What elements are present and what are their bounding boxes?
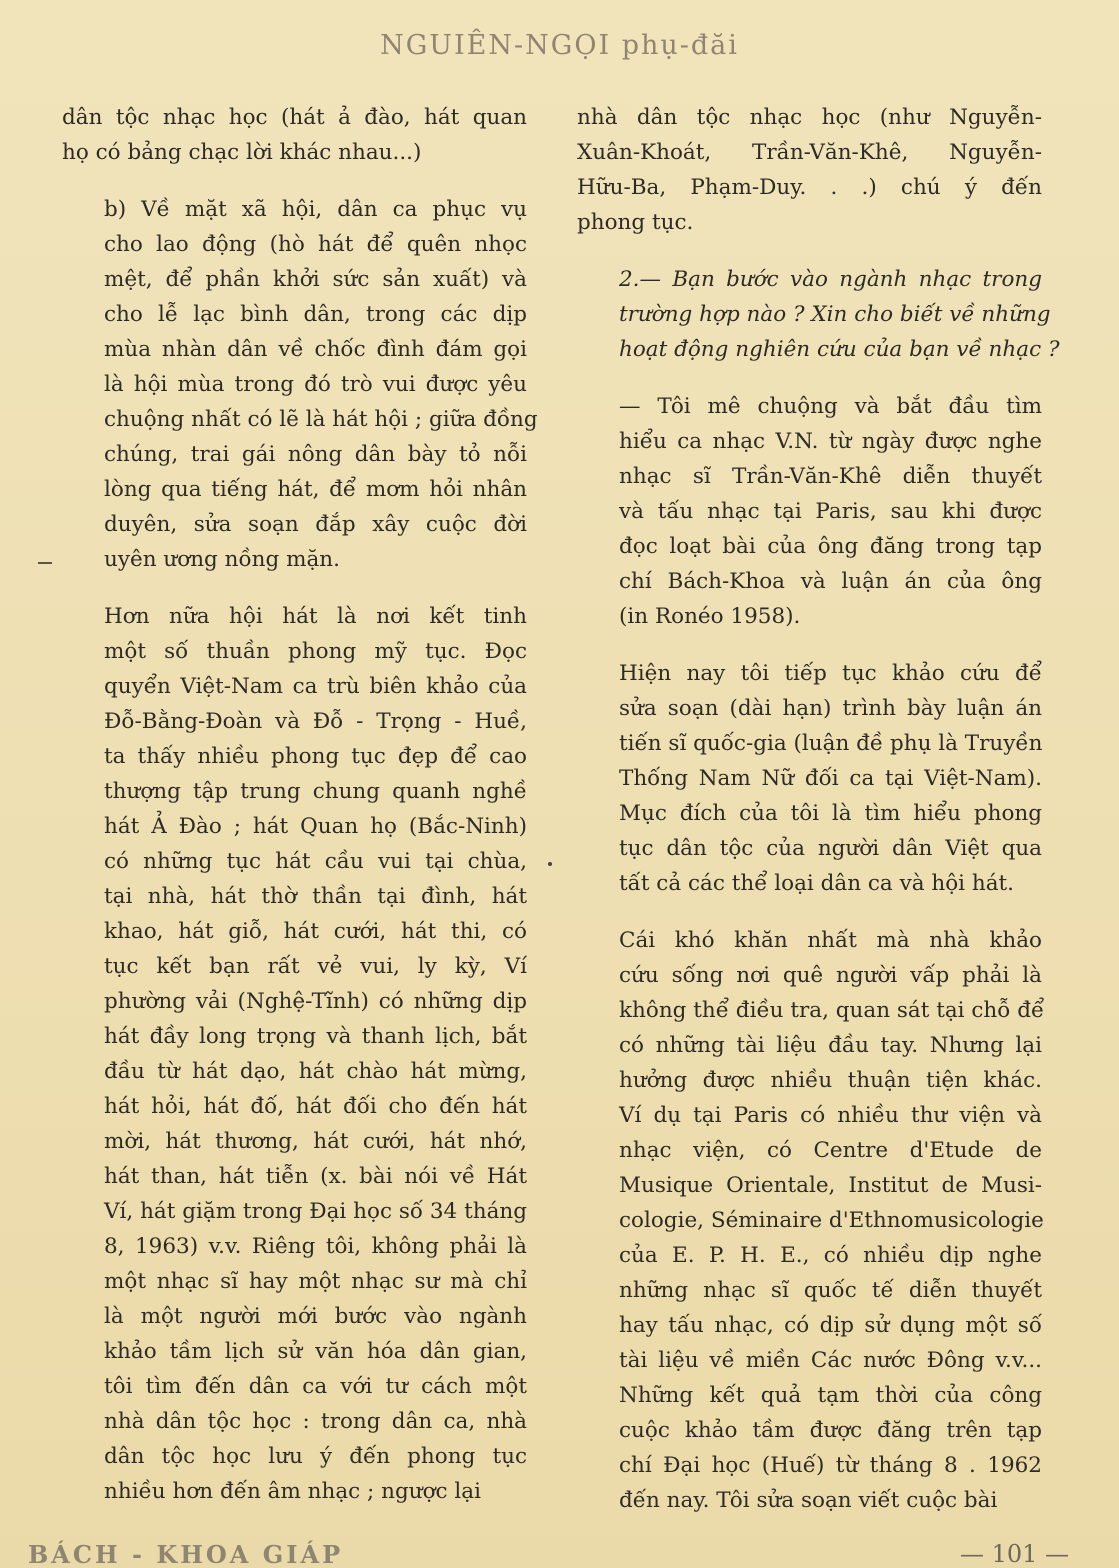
text-line: quyển Việt-Nam ca trù biên khảo của <box>104 674 527 699</box>
text-line: 2.— Bạn bước vào ngành nhạc trong <box>619 267 1042 292</box>
text-line: có những tài liệu đầu tay. Nhưng lại <box>619 1033 1042 1058</box>
text-line: nhạc viện, có Centre d'Etude de <box>619 1138 1042 1163</box>
text-line: ta thấy nhiều phong tục đẹp để cao <box>104 744 527 769</box>
text-line: Cái khó khăn nhất mà nhà khảo <box>619 928 1042 953</box>
text-line: cho lao động (hò hát để quên nhọc <box>104 232 527 257</box>
text-line: Ví, hát giặm trong Đại học số 34 tháng <box>104 1199 527 1224</box>
right-paragraph-4 <box>577 923 1045 1518</box>
text-line: phong tục. <box>577 210 694 235</box>
text-line: là một người mới bước vào ngành <box>104 1304 527 1329</box>
left-column <box>62 100 538 1519</box>
text-line: tài liệu về miền Các nước Đông v.v... <box>619 1348 1042 1373</box>
text-line: khảo tầm lịch sử văn hóa dân gian, <box>104 1339 527 1364</box>
text-line: dân tộc học lưu ý đến phong tục <box>104 1444 527 1469</box>
text-line: hưởng được nhiều thuận tiện khác. <box>619 1068 1042 1093</box>
text-line: uyên ương nồng mặn. <box>104 547 340 572</box>
text-line: Musique Orientale, Institut de Musi- <box>619 1173 1042 1198</box>
text-line: Đỗ-Bằng-Đoàn và Đỗ - Trọng - Huề, <box>104 709 527 734</box>
text-line: tại nhà, hát thờ thần tại đình, hát <box>104 884 527 909</box>
text-line: nhà dân tộc nhạc học (như Nguyễn- <box>577 105 1042 130</box>
text-line: họ có bảng chạc lời khác nhau...) <box>62 140 422 165</box>
text-line: phường vải (Nghệ-Tĩnh) có những dịp <box>104 989 527 1014</box>
right-paragraph-3 <box>577 656 1042 901</box>
text-line: — Tôi mê chuộng và bắt đầu tìm <box>619 394 1042 419</box>
text-line: nhà dân tộc học : trong dân ca, nhà <box>104 1409 527 1434</box>
text-line: sửa soạn (dài hạn) trình bày luận án <box>619 696 1042 721</box>
running-header: NGUIÊN-NGỌI phụ-đăi <box>380 30 739 61</box>
text-line: nhạc sĩ Trần-Văn-Khê diễn thuyết <box>619 464 1042 489</box>
text-line: hoạt động nghiên cứu của bạn về nhạc ? <box>619 337 1060 362</box>
left-paragraph-1 <box>62 100 527 170</box>
column-divider-dot <box>548 862 552 866</box>
text-line: Hữu-Ba, Phạm-Duy. . .) chú ý đến <box>577 175 1042 200</box>
text-line: đọc loạt bài của ông đăng trong tạp <box>619 534 1042 559</box>
text-line: cho lễ lạc bình dân, trong các dịp <box>104 302 527 327</box>
text-line: b) Về mặt xã hội, dân ca phục vụ <box>104 197 527 222</box>
text-line: khao, hát giỗ, hát cưới, hát thi, có <box>104 919 527 944</box>
text-line: mệt, để phần khởi sức sản xuất) và <box>104 267 527 292</box>
text-line: một số thuần phong mỹ tục. Đọc <box>104 639 527 664</box>
footer-publication: BÁCH - KHOA GIÁP <box>28 1540 344 1568</box>
text-line: hát Ả Đào ; hát Quan họ (Bắc-Ninh) <box>104 814 527 839</box>
text-line: tất cả các thể loại dân ca và hội hát. <box>619 871 1015 896</box>
right-column <box>577 100 1060 1528</box>
text-line: Ví dụ tại Paris có nhiều thư viện và <box>619 1103 1042 1128</box>
text-line: Hơn nữa hội hát là nơi kết tinh <box>104 604 527 629</box>
text-line: hay tấu nhạc, có dịp sử dụng một số <box>619 1313 1042 1338</box>
margin-mark <box>38 562 52 564</box>
left-paragraph-2 <box>62 192 538 577</box>
interview-question-2 <box>577 262 1060 367</box>
text-line: chí Bách-Khoa và luận án của ông <box>619 569 1042 594</box>
right-paragraph-2 <box>577 389 1042 634</box>
text-line: cuộc khảo tầm được đăng trên tạp <box>619 1418 1042 1443</box>
text-line: hát đầy long trọng và thanh lịch, bắt <box>104 1024 527 1049</box>
right-paragraph-1 <box>577 100 1042 240</box>
text-line: mời, hát thương, hát cưới, hát nhớ, <box>104 1129 527 1154</box>
text-line: những nhạc sĩ quốc tế diễn thuyết <box>619 1278 1042 1303</box>
text-line: của E. P. H. E., có nhiều dịp nghe <box>619 1243 1042 1268</box>
text-line: tiến sĩ quốc-gia (luận đề phụ là Truyền <box>619 731 1043 756</box>
text-line: tục dân tộc của người dân Việt qua <box>619 836 1042 861</box>
text-line: Thống Nam Nữ đối ca tại Việt-Nam). <box>619 766 1042 791</box>
text-line: mùa nhàn dân về chốc đình đám gọi <box>104 337 527 362</box>
text-line: cologie, Séminaire d'Ethnomusicologie <box>619 1208 1044 1233</box>
text-line: nhiều hơn đến âm nhạc ; ngược lại <box>104 1479 481 1504</box>
text-line: Xuân-Khoát, Trần-Văn-Khê, Nguyễn- <box>577 140 1042 165</box>
text-line: Hiện nay tôi tiếp tục khảo cứu để <box>619 661 1042 686</box>
text-line: hiểu ca nhạc V.N. từ ngày được nghe <box>619 429 1042 454</box>
text-line: 8, 1963) v.v. Riêng tôi, không phải là <box>104 1234 527 1259</box>
text-line: đầu từ hát dạo, hát chào hát mừng, <box>104 1059 527 1084</box>
text-line: lòng qua tiếng hát, để mơm hỏi nhân <box>104 477 527 502</box>
text-line: hát hỏi, hát đố, hát đối cho đến hát <box>104 1094 527 1119</box>
text-line: tôi tìm đến dân ca với tư cách một <box>104 1374 527 1399</box>
text-line: đến nay. Tôi sửa soạn viết cuộc bài <box>619 1488 998 1513</box>
text-line: một nhạc sĩ hay một nhạc sư mà chỉ <box>104 1269 527 1294</box>
text-line: thượng tập trung chung quanh nghề <box>104 779 527 804</box>
left-paragraph-3 <box>62 599 527 1509</box>
text-line: (in Ronéo 1958). <box>619 604 801 629</box>
text-line: không thể điều tra, quan sát tại chỗ để <box>619 998 1045 1023</box>
text-line: duyên, sửa soạn đắp xây cuộc đời <box>104 512 527 537</box>
text-line: là hội mùa trong đó trò vui được yêu <box>104 372 527 397</box>
text-line: tục kết bạn rất vẻ vui, ly kỳ, Ví <box>104 954 527 979</box>
text-line: Những kết quả tạm thời của công <box>619 1383 1042 1408</box>
text-line: hát than, hát tiễn (x. bài nói về Hát <box>104 1164 527 1189</box>
text-line: chuộng nhất có lẽ là hát hội ; giữa đồng <box>104 407 538 432</box>
text-line: và tấu nhạc tại Paris, sau khi được <box>619 499 1042 524</box>
text-line: cứu sống nơi quê người vấp phải là <box>619 963 1042 988</box>
text-line: dân tộc nhạc học (hát ả đào, hát quan <box>62 105 527 130</box>
text-line: chúng, trai gái nông dân bày tỏ nỗi <box>104 442 527 467</box>
text-line: trường hợp nào ? Xin cho biết về những <box>619 302 1051 327</box>
page-number: — 101 — <box>960 1540 1070 1568</box>
text-line: Mục đích của tôi là tìm hiểu phong <box>619 801 1042 826</box>
text-line: chí Đại học (Huế) từ tháng 8 . 1962 <box>619 1453 1042 1478</box>
text-line: có những tục hát cầu vui tại chùa, <box>104 849 527 874</box>
